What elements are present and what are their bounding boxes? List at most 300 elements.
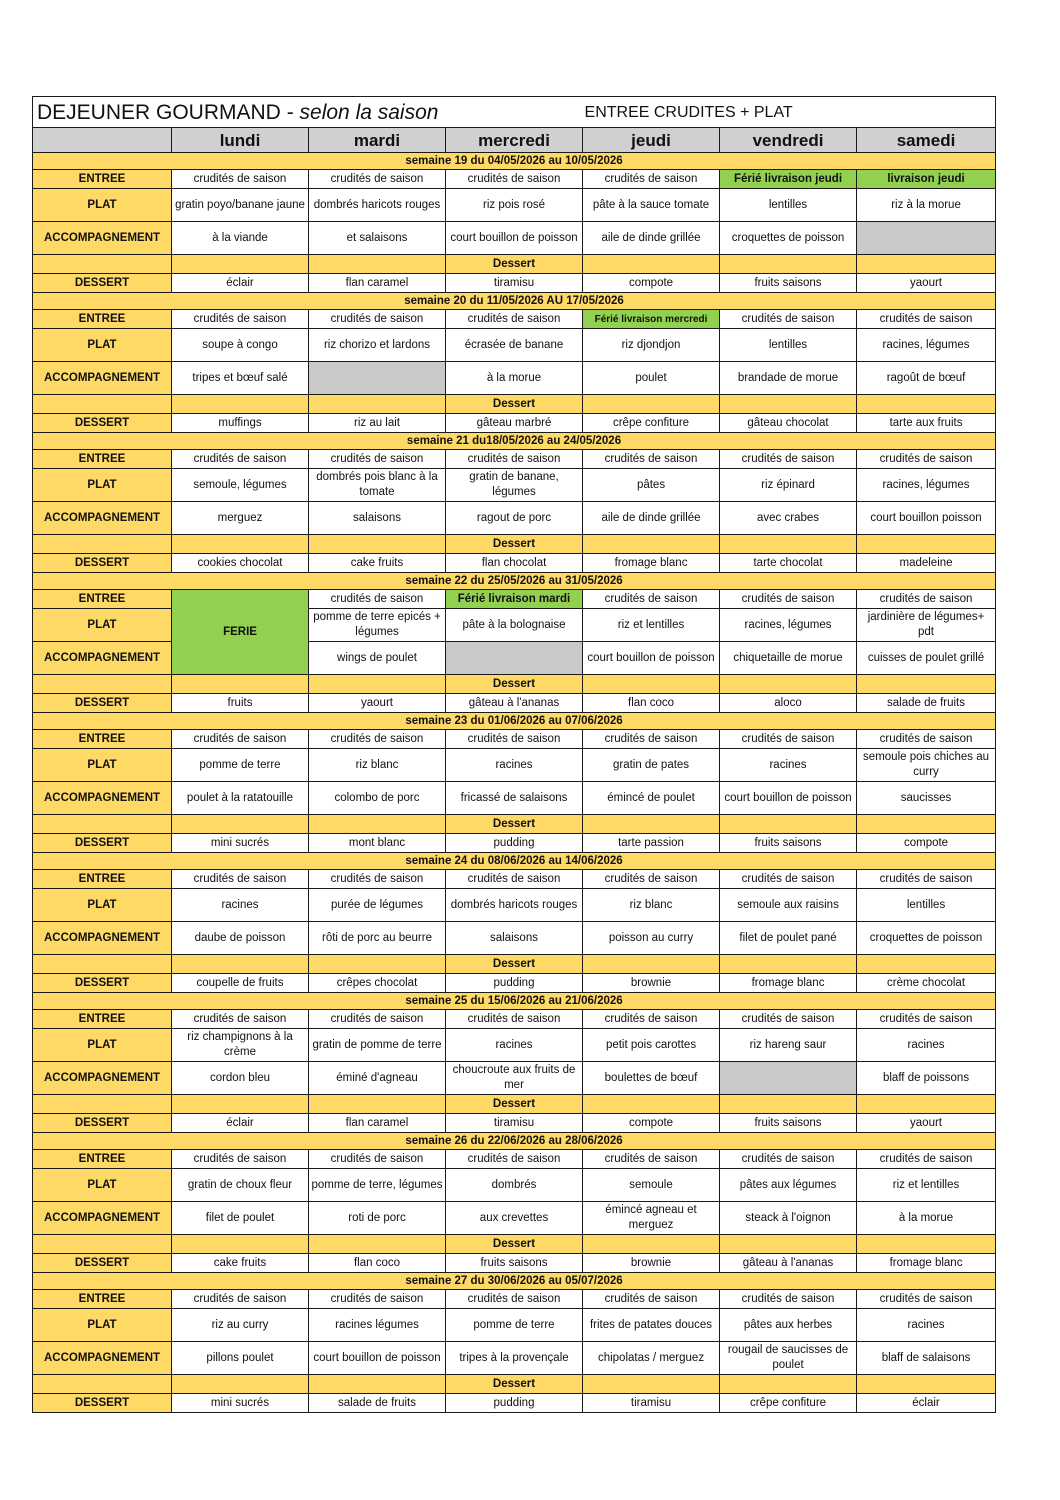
dessert-header-spacer (720, 675, 857, 694)
accompagnement-cell: merguez (172, 502, 309, 535)
dessert-header-label: Dessert (446, 1095, 583, 1114)
week-header (33, 153, 996, 170)
row-label-accompagnement: ACCOMPAGNEMENT (33, 782, 172, 815)
entree-cell: crudités de saison (172, 870, 309, 889)
plat-cell: racines (857, 1309, 996, 1342)
accompagnement-cell: émincé agneau et merguez (583, 1202, 720, 1235)
accompagnement-cell: ragoût de bœuf (857, 362, 996, 395)
dessert-header-row (33, 1235, 996, 1254)
accompagnement-cell (720, 1062, 857, 1095)
row-accompagnement (33, 1202, 996, 1235)
accompagnement-cell: éminé d'agneau (309, 1062, 446, 1095)
row-plat (33, 329, 996, 362)
row-entree (33, 730, 996, 749)
week-header (33, 293, 996, 310)
week-header (33, 573, 996, 590)
entree-cell: crudités de saison (309, 310, 446, 329)
row-accompagnement (33, 922, 996, 955)
dessert-cell: compote (583, 1114, 720, 1133)
day-header: mardi (309, 128, 446, 153)
dessert-cell: yaourt (309, 694, 446, 713)
plat-cell: racines (446, 1029, 583, 1062)
dessert-cell: yaourt (857, 1114, 996, 1133)
dessert-header-spacer (720, 1235, 857, 1254)
row-label-dessert: DESSERT (33, 1254, 172, 1273)
dessert-cell: fruits (172, 694, 309, 713)
dessert-header-row (33, 675, 996, 694)
entree-cell: crudités de saison (857, 870, 996, 889)
accompagnement-cell: chipolatas / merguez (583, 1342, 720, 1375)
header-note: ENTREE CRUDITES + PLAT (583, 97, 996, 128)
row-entree (33, 170, 996, 189)
dessert-cell: pudding (446, 1394, 583, 1413)
accompagnement-cell: blaff de poissons (857, 1062, 996, 1095)
plat-cell: dombrés haricots rouges (446, 889, 583, 922)
dessert-header-spacer (720, 1375, 857, 1394)
accompagnement-cell: court bouillon de poisson (446, 222, 583, 255)
row-plat (33, 189, 996, 222)
accompagnement-cell: choucroute aux fruits de mer (446, 1062, 583, 1095)
dessert-cell: crème chocolat (857, 974, 996, 993)
plat-cell: gratin de pates (583, 749, 720, 782)
plat-cell: riz épinard (720, 469, 857, 502)
dessert-header-label: Dessert (446, 1235, 583, 1254)
dessert-header-row (33, 535, 996, 554)
plat-cell: racines, légumes (720, 609, 857, 642)
dessert-header-label: Dessert (446, 535, 583, 554)
accompagnement-cell: et salaisons (309, 222, 446, 255)
dessert-header-spacer (172, 535, 309, 554)
entree-cell: crudités de saison (172, 730, 309, 749)
entree-cell: crudités de saison (720, 1150, 857, 1169)
row-label-accompagnement: ACCOMPAGNEMENT (33, 922, 172, 955)
accompagnement-cell: aile de dinde grillée (583, 222, 720, 255)
dessert-cell: mini sucrés (172, 834, 309, 853)
entree-cell: crudités de saison (309, 450, 446, 469)
accompagnement-cell: poulet à la ratatouille (172, 782, 309, 815)
dessert-header-row (33, 1095, 996, 1114)
dessert-header-spacer (309, 1375, 446, 1394)
row-label-accompagnement: ACCOMPAGNEMENT (33, 502, 172, 535)
accompagnement-cell (446, 642, 583, 675)
plat-cell: riz pois rosé (446, 189, 583, 222)
dessert-header-row (33, 255, 996, 274)
row-entree (33, 870, 996, 889)
dessert-cell: mont blanc (309, 834, 446, 853)
accompagnement-cell: court bouillon de poisson (720, 782, 857, 815)
dessert-cell: flan chocolat (446, 554, 583, 573)
entree-cell: Férié livraison mercredi (583, 310, 720, 329)
accompagnement-cell: blaff de salaisons (857, 1342, 996, 1375)
dessert-header-spacer (309, 395, 446, 414)
dessert-header-spacer (172, 675, 309, 694)
entree-cell: crudités de saison (857, 1290, 996, 1309)
plat-cell: racines (857, 1029, 996, 1062)
row-label-accompagnement: ACCOMPAGNEMENT (33, 1202, 172, 1235)
dessert-header-spacer (33, 1375, 172, 1394)
plat-cell: dombrés haricots rouges (309, 189, 446, 222)
row-plat (33, 1029, 996, 1062)
plat-cell: racines (172, 889, 309, 922)
accompagnement-cell: roti de porc (309, 1202, 446, 1235)
week-title: semaine 27 du 30/06/2026 au 05/07/2026 (33, 1273, 996, 1290)
dessert-cell: cake fruits (309, 554, 446, 573)
dessert-cell: flan caramel (309, 1114, 446, 1133)
plat-cell: purée de légumes (309, 889, 446, 922)
dessert-header-label: Dessert (446, 815, 583, 834)
plat-cell: riz hareng saur (720, 1029, 857, 1062)
row-label-entree: ENTREE (33, 170, 172, 189)
day-header: jeudi (583, 128, 720, 153)
week-title: semaine 25 du 15/06/2026 au 21/06/2026 (33, 993, 996, 1010)
plat-cell: riz au curry (172, 1309, 309, 1342)
row-label-accompagnement: ACCOMPAGNEMENT (33, 222, 172, 255)
plat-cell: riz à la morue (857, 189, 996, 222)
row-plat (33, 1309, 996, 1342)
dessert-header-spacer (33, 535, 172, 554)
entree-cell: crudités de saison (583, 870, 720, 889)
plat-cell: écrasée de banane (446, 329, 583, 362)
dessert-cell: brownie (583, 974, 720, 993)
dessert-header-spacer (172, 1235, 309, 1254)
week-title: semaine 23 du 01/06/2026 au 07/06/2026 (33, 713, 996, 730)
dessert-cell: tarte chocolat (720, 554, 857, 573)
dessert-header-spacer (720, 815, 857, 834)
plat-cell: pâte à la sauce tomate (583, 189, 720, 222)
week-header (33, 853, 996, 870)
plat-cell: gratin de pomme de terre (309, 1029, 446, 1062)
entree-cell: crudités de saison (583, 170, 720, 189)
dessert-header-row (33, 1375, 996, 1394)
dessert-cell: crêpe confiture (720, 1394, 857, 1413)
dessert-header-spacer (33, 955, 172, 974)
dessert-header-spacer (172, 815, 309, 834)
plat-cell: pâte à la bolognaise (446, 609, 583, 642)
week-title: semaine 21 du18/05/2026 au 24/05/2026 (33, 433, 996, 450)
plat-cell: riz champignons à la crème (172, 1029, 309, 1062)
dessert-header-spacer (857, 395, 996, 414)
plat-cell: frites de patates douces (583, 1309, 720, 1342)
dessert-header-label: Dessert (446, 675, 583, 694)
plat-cell: gratin de choux fleur (172, 1169, 309, 1202)
plat-cell: pâtes aux herbes (720, 1309, 857, 1342)
dessert-header-spacer (583, 675, 720, 694)
dessert-header-spacer (172, 1375, 309, 1394)
dessert-cell: cookies chocolat (172, 554, 309, 573)
entree-cell: crudités de saison (446, 170, 583, 189)
dessert-cell: pudding (446, 974, 583, 993)
plat-cell: gratin de banane, légumes (446, 469, 583, 502)
dessert-cell: riz au lait (309, 414, 446, 433)
day-header: samedi (857, 128, 996, 153)
dessert-cell: flan caramel (309, 274, 446, 293)
accompagnement-cell: avec crabes (720, 502, 857, 535)
row-label-dessert: DESSERT (33, 554, 172, 573)
dessert-header-label: Dessert (446, 395, 583, 414)
row-label-entree: ENTREE (33, 730, 172, 749)
plat-cell: racines, légumes (857, 469, 996, 502)
plat-cell: soupe à congo (172, 329, 309, 362)
row-dessert (33, 554, 996, 573)
dessert-cell: aloco (720, 694, 857, 713)
dessert-cell: crêpe confiture (583, 414, 720, 433)
entree-cell: crudités de saison (857, 1010, 996, 1029)
dessert-header-spacer (720, 955, 857, 974)
entree-cell: crudités de saison (720, 1010, 857, 1029)
accompagnement-cell: poisson au curry (583, 922, 720, 955)
entree-cell: crudités de saison (446, 870, 583, 889)
dessert-header-spacer (720, 1095, 857, 1114)
row-accompagnement (33, 502, 996, 535)
dessert-cell: yaourt (857, 274, 996, 293)
entree-cell: crudités de saison (172, 170, 309, 189)
dessert-header-spacer (309, 255, 446, 274)
dessert-cell: tarte passion (583, 834, 720, 853)
dessert-header-row (33, 815, 996, 834)
accompagnement-cell: filet de poulet (172, 1202, 309, 1235)
row-entree (33, 1150, 996, 1169)
entree-cell: crudités de saison (720, 870, 857, 889)
accompagnement-cell: cordon bleu (172, 1062, 309, 1095)
row-label-plat: PLAT (33, 609, 172, 642)
entree-cell: crudités de saison (720, 730, 857, 749)
dessert-header-spacer (583, 1375, 720, 1394)
entree-cell: crudités de saison (309, 170, 446, 189)
week-header (33, 1273, 996, 1290)
accompagnement-cell: à la viande (172, 222, 309, 255)
accompagnement-cell: rougail de saucisses de poulet (720, 1342, 857, 1375)
entree-cell: crudités de saison (446, 450, 583, 469)
entree-cell: crudités de saison (583, 1290, 720, 1309)
row-label-plat: PLAT (33, 469, 172, 502)
accompagnement-cell: daube de poisson (172, 922, 309, 955)
row-label-dessert: DESSERT (33, 414, 172, 433)
row-entree (33, 1290, 996, 1309)
entree-cell: livraison jeudi (857, 170, 996, 189)
row-entree (33, 310, 996, 329)
dessert-cell: muffings (172, 414, 309, 433)
plat-cell: pomme de terre (446, 1309, 583, 1342)
accompagnement-cell: tripes et bœuf salé (172, 362, 309, 395)
row-label-dessert: DESSERT (33, 1394, 172, 1413)
row-label-plat: PLAT (33, 1309, 172, 1342)
row-dessert (33, 694, 996, 713)
dessert-header-spacer (172, 955, 309, 974)
entree-cell: crudités de saison (857, 730, 996, 749)
title-separator: - (280, 100, 300, 124)
entree-cell: crudités de saison (857, 310, 996, 329)
entree-cell: crudités de saison (857, 590, 996, 609)
dessert-cell: tiramisu (583, 1394, 720, 1413)
entree-cell: crudités de saison (720, 310, 857, 329)
row-label-plat: PLAT (33, 1029, 172, 1062)
entree-cell: crudités de saison (583, 450, 720, 469)
row-accompagnement (33, 362, 996, 395)
row-label-dessert: DESSERT (33, 1114, 172, 1133)
page-subtitle: selon la saison (299, 100, 439, 124)
entree-cell: Férié livraison mardi (446, 590, 583, 609)
dessert-cell: flan coco (583, 694, 720, 713)
dessert-header-spacer (583, 395, 720, 414)
dessert-header-spacer (857, 1235, 996, 1254)
accompagnement-cell (309, 362, 446, 395)
entree-cell: crudités de saison (583, 1010, 720, 1029)
dessert-cell: tiramisu (446, 274, 583, 293)
dessert-header-spacer (857, 1095, 996, 1114)
week-title: semaine 26 du 22/06/2026 au 28/06/2026 (33, 1133, 996, 1150)
entree-cell: crudités de saison (309, 1010, 446, 1029)
dessert-header-spacer (857, 675, 996, 694)
dessert-cell: gâteau à l'ananas (720, 1254, 857, 1273)
dessert-header-spacer (583, 1235, 720, 1254)
dessert-cell: fruits saisons (446, 1254, 583, 1273)
title-row (33, 97, 996, 128)
entree-cell: crudités de saison (446, 1010, 583, 1029)
dessert-header-label: Dessert (446, 955, 583, 974)
accompagnement-cell: croquettes de poisson (857, 922, 996, 955)
row-label-plat: PLAT (33, 1169, 172, 1202)
dessert-header-spacer (309, 955, 446, 974)
entree-cell: crudités de saison (720, 590, 857, 609)
plat-cell: dombrés pois blanc à la tomate (309, 469, 446, 502)
dessert-header-spacer (309, 815, 446, 834)
dessert-cell: fruits saisons (720, 834, 857, 853)
menu-table (32, 96, 996, 1413)
dessert-cell: pudding (446, 834, 583, 853)
row-accompagnement (33, 1062, 996, 1095)
entree-cell: crudités de saison (720, 1290, 857, 1309)
week-header (33, 713, 996, 730)
dessert-cell: fromage blanc (720, 974, 857, 993)
plat-cell: pâtes aux légumes (720, 1169, 857, 1202)
row-dessert (33, 1254, 996, 1273)
row-entree (33, 590, 996, 609)
dessert-cell: gâteau marbré (446, 414, 583, 433)
dessert-header-spacer (33, 255, 172, 274)
accompagnement-cell: fricassé de salaisons (446, 782, 583, 815)
entree-cell: crudités de saison (309, 1150, 446, 1169)
row-dessert (33, 274, 996, 293)
row-label-entree: ENTREE (33, 590, 172, 609)
dessert-header-spacer (857, 955, 996, 974)
row-label-entree: ENTREE (33, 870, 172, 889)
accompagnement-cell: aile de dinde grillée (583, 502, 720, 535)
dessert-header-spacer (172, 395, 309, 414)
page-title (33, 97, 583, 128)
dessert-cell: brownie (583, 1254, 720, 1273)
week-title: semaine 22 du 25/05/2026 au 31/05/2026 (33, 573, 996, 590)
title-text: DEJEUNER GOURMAND (37, 100, 281, 124)
row-dessert (33, 974, 996, 993)
row-label-entree: ENTREE (33, 450, 172, 469)
plat-cell: racines (446, 749, 583, 782)
accompagnement-cell: colombo de porc (309, 782, 446, 815)
dessert-cell: fromage blanc (857, 1254, 996, 1273)
accompagnement-cell: cuisses de poulet grillé (857, 642, 996, 675)
dessert-cell: gâteau à l'ananas (446, 694, 583, 713)
dessert-cell: flan coco (309, 1254, 446, 1273)
plat-cell: riz blanc (309, 749, 446, 782)
dessert-header-spacer (857, 815, 996, 834)
entree-cell: crudités de saison (583, 1150, 720, 1169)
row-accompagnement (33, 222, 996, 255)
accompagnement-cell: croquettes de poisson (720, 222, 857, 255)
entree-cell: crudités de saison (172, 310, 309, 329)
plat-cell: racines légumes (309, 1309, 446, 1342)
row-label-entree: ENTREE (33, 310, 172, 329)
days-header (33, 128, 996, 153)
dessert-header-label: Dessert (446, 1375, 583, 1394)
dessert-header-spacer (309, 1235, 446, 1254)
row-accompagnement (33, 782, 996, 815)
entree-cell: crudités de saison (857, 1150, 996, 1169)
dessert-header-spacer (857, 255, 996, 274)
accompagnement-cell: saucisses (857, 782, 996, 815)
row-dessert (33, 414, 996, 433)
entree-cell: crudités de saison (309, 590, 446, 609)
dessert-header-spacer (857, 1375, 996, 1394)
dessert-header-label: Dessert (446, 255, 583, 274)
plat-cell: semoule aux raisins (720, 889, 857, 922)
dessert-header-spacer (720, 395, 857, 414)
plat-cell: semoule (583, 1169, 720, 1202)
plat-cell: riz djondjon (583, 329, 720, 362)
dessert-header-spacer (309, 1095, 446, 1114)
plat-cell: riz et lentilles (857, 1169, 996, 1202)
accompagnement-cell: émincé de poulet (583, 782, 720, 815)
row-label-dessert: DESSERT (33, 274, 172, 293)
row-label-plat: PLAT (33, 749, 172, 782)
plat-cell: dombrés (446, 1169, 583, 1202)
row-dessert (33, 1394, 996, 1413)
row-label-dessert: DESSERT (33, 694, 172, 713)
dessert-header-row (33, 955, 996, 974)
plat-cell: riz blanc (583, 889, 720, 922)
accompagnement-cell: brandade de morue (720, 362, 857, 395)
dessert-header-spacer (33, 1235, 172, 1254)
accompagnement-cell: aux crevettes (446, 1202, 583, 1235)
entree-cell: crudités de saison (309, 1290, 446, 1309)
dessert-header-spacer (583, 255, 720, 274)
row-plat (33, 1169, 996, 1202)
accompagnement-cell: filet de poulet pané (720, 922, 857, 955)
dessert-header-spacer (720, 255, 857, 274)
dessert-cell: madeleine (857, 554, 996, 573)
dessert-header-spacer (172, 1095, 309, 1114)
accompagnement-cell: poulet (583, 362, 720, 395)
entree-cell: crudités de saison (172, 450, 309, 469)
accompagnement-cell: tripes à la provençale (446, 1342, 583, 1375)
dessert-header-spacer (583, 1095, 720, 1114)
entree-cell: crudités de saison (446, 1150, 583, 1169)
entree-cell: crudités de saison (446, 310, 583, 329)
plat-cell: pomme de terre (172, 749, 309, 782)
plat-cell: gratin poyo/banane jaune (172, 189, 309, 222)
dessert-header-spacer (33, 815, 172, 834)
accompagnement-cell: pillons poulet (172, 1342, 309, 1375)
day-header: vendredi (720, 128, 857, 153)
row-plat (33, 469, 996, 502)
dessert-cell: cake fruits (172, 1254, 309, 1273)
week-header (33, 1133, 996, 1150)
plat-cell: pomme de terre epicés + légumes (309, 609, 446, 642)
plat-cell: semoule, légumes (172, 469, 309, 502)
plat-cell: jardinière de légumes+ pdt (857, 609, 996, 642)
row-entree (33, 450, 996, 469)
week-title: semaine 24 du 08/06/2026 au 14/06/2026 (33, 853, 996, 870)
dessert-cell: fruits saisons (720, 1114, 857, 1133)
week-title: semaine 20 du 11/05/2026 AU 17/05/2026 (33, 293, 996, 310)
